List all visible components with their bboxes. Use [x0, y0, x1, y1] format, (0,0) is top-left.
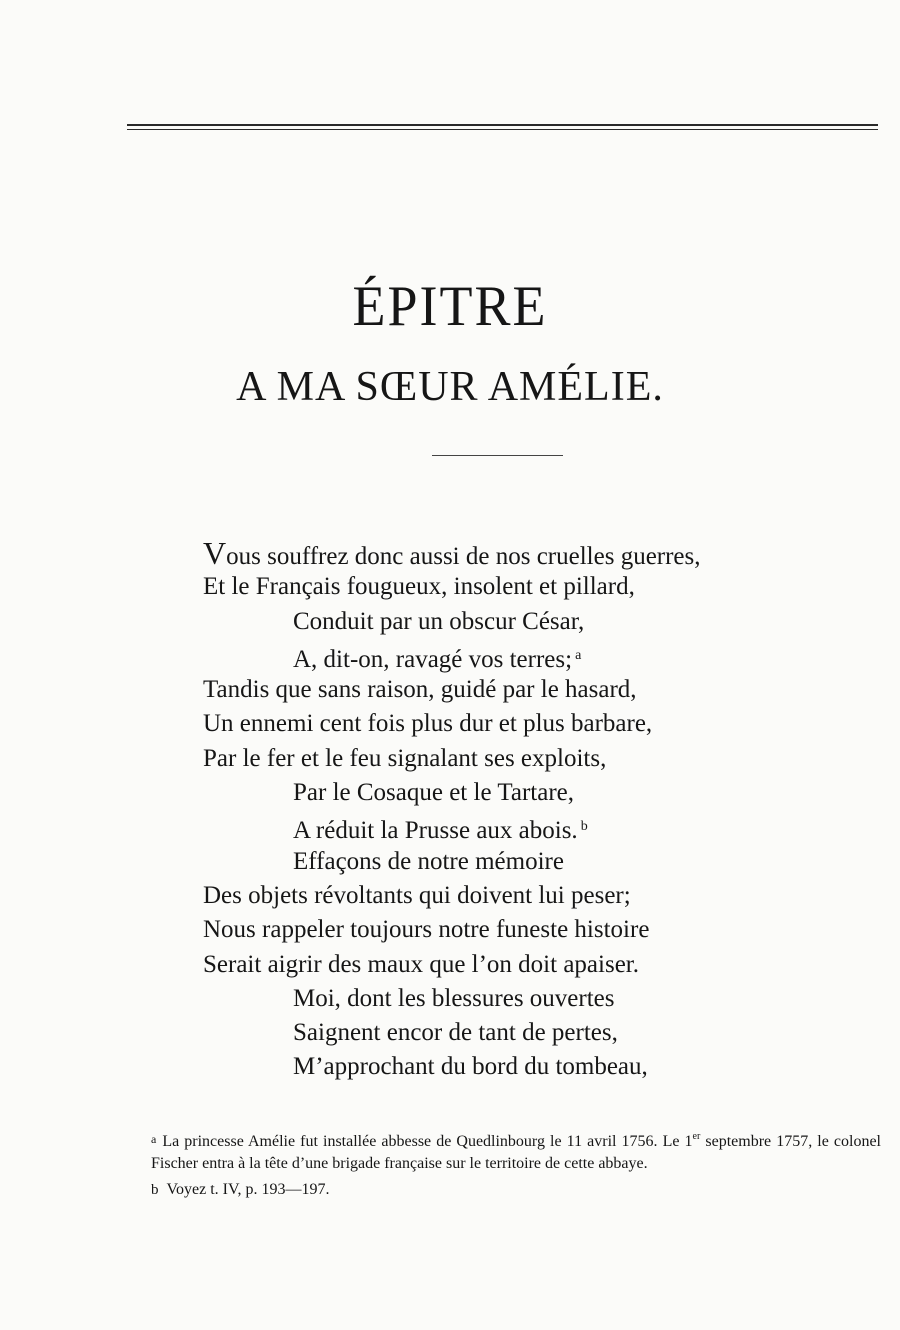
verse-line — [203, 948, 823, 982]
verse-text: M’approchant du bord du tombeau, — [293, 1053, 648, 1081]
footnote-a — [151, 1126, 881, 1175]
verse-text: ous souffrez donc aussi de nos cruelles guerres, — [226, 543, 701, 570]
verse-line — [203, 707, 823, 741]
verse-line — [203, 879, 823, 913]
verse-line — [203, 776, 823, 810]
top-rule-thick — [127, 124, 878, 126]
verse-line — [203, 570, 823, 604]
verse-text: Des objets révoltants qui doivent lui peser; — [203, 881, 631, 909]
drop-letter: V — [203, 535, 227, 571]
verse-text: Moi, dont les blessures ouvertes — [293, 984, 615, 1012]
verse-line — [203, 845, 823, 879]
poem — [203, 536, 823, 1085]
verse-line — [203, 913, 823, 947]
footnote-text: Voyez t. IV, p. 193—197. — [166, 1181, 330, 1198]
footnote-marker: a — [151, 1132, 157, 1146]
verse-text: Conduit par un obscur César, — [293, 607, 585, 635]
verse-line — [203, 673, 823, 707]
verse-text: Et le Français fougueux, insolent et pillard, — [203, 573, 635, 601]
footnote-ref-a[interactable]: a — [575, 647, 582, 663]
verse-line — [203, 1050, 823, 1084]
verse-line — [203, 536, 823, 570]
verse-text: Serait aigrir des maux que l’on doit apaiser. — [203, 950, 639, 978]
verse-text: Effaçons de notre mémoire — [293, 847, 564, 875]
top-double-rule — [127, 124, 878, 132]
verse-text: Tandis que sans raison, guidé par le hasard, — [203, 676, 637, 704]
verse-text: A, dit-on, ravagé vos terres; — [293, 645, 573, 673]
verse-text: Par le Cosaque et le Tartare, — [293, 779, 575, 807]
verse-text: Nous rappeler toujours notre funeste histoire — [203, 916, 650, 944]
verse-line — [203, 639, 823, 673]
footnotes — [151, 1126, 881, 1201]
verse-text: Par le fer et le feu signalant ses exploits, — [203, 744, 607, 772]
top-rule-thin — [127, 129, 878, 130]
verse-line — [203, 742, 823, 776]
verse-text: Saignent encor de tant de pertes, — [293, 1019, 618, 1047]
footnote-text-cont: septembre 1757, le colonel Fischer entra à la tête d’une brigade française sur le territoire de cette abbaye. — [151, 1133, 882, 1172]
verse-text: A réduit la Prusse aux abois. — [293, 817, 578, 845]
footnote-b — [151, 1179, 881, 1201]
verse-line — [203, 605, 823, 639]
verse-line — [203, 810, 823, 844]
verse-line — [203, 1016, 823, 1050]
verse-line — [203, 982, 823, 1016]
page-subtitle: A MA SŒUR AMÉLIE. — [236, 364, 664, 410]
footnote-text: La princesse Amélie fut installée abbesse de Quedlinbourg le 11 avril 1756. Le 1 — [162, 1133, 693, 1150]
footnote-marker: b — [151, 1182, 159, 1198]
footnote-superscript: er — [692, 1131, 701, 1142]
title-divider — [432, 455, 563, 456]
page-title: ÉPITRE — [352, 274, 548, 338]
verse-text: Un ennemi cent fois plus dur et plus barbare, — [203, 710, 653, 738]
footnote-ref-b[interactable]: b — [580, 819, 588, 835]
